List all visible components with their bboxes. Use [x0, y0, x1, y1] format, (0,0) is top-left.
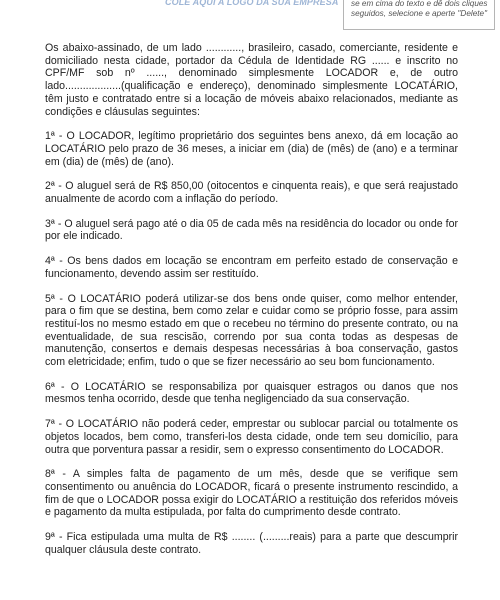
contract-body — [45, 42, 458, 569]
clause-3: 3ª - O aluguel será pago até o dia 05 de cada mês na residência do locador ou onde for por ele indicado. — [45, 217, 458, 243]
clause-7: 7ª - O LOCATÁRIO não poderá ceder, emprestar ou sublocar parcial ou totalmente os objetos locados, bem como, transferi-los desta cidade, onde tem seu domicílio, para outra que porventura passar a residir, sem o expresso consentimento do LOCADOR. — [45, 418, 458, 456]
clause-4: 4ª - Os bens dados em locação se encontram em perfeito estado de conservação e funcionamento, devendo assim ser restituído. — [45, 255, 458, 280]
clause-8: 8ª - A simples falta de pagamento de um mês, desde que se verifique sem consentimento ou anuência do LOCADOR, ficará o presente instrumento rescindido, a fim de que o LOCADOR possa exigir do LOCATÁRIO a restituição dos referidos móveis e pagamento da multa estipulada, por falta do cumprimento desde contrato. — [45, 468, 458, 519]
clause-9: 9ª - Fica estipulada uma multa de R$ ........ (.........reais) para a parte que descumprir qualquer cláusula deste contrato. — [45, 531, 458, 556]
clause-6: 6ª - O LOCATÁRIO se responsabiliza por quaisquer estragos ou danos que nos mesmos tenha ocorrido, desde que tenha negligenciado da sua conservação. — [45, 380, 458, 406]
logo-placeholder-text[interactable]: COLE AQUI A LOGO DA SUA EMPRESA — [165, 0, 339, 7]
contract-intro-paragraph: Os abaixo-assinado, de um lado ............, brasileiro, casado, comerciante, residente e domiciliado nesta cidade, portador da Cédula de Identidade RG ...... e inscrito no CPF/MF sob nº ......, denominado simplesmente LOCADOR e, de outro lado...................(qualificação e endereço), denominado simplesmente LOCATÁRIO, têm justo e contratado entre si a locação de móveis abaixo relacionados, mediante as condições e cláusulas seguintes: — [45, 42, 458, 118]
clause-1: 1ª - O LOCADOR, legítimo proprietário dos seguintes bens anexo, dá em locação ao LOCATÁRIO pelo prazo de 36 meses, a iniciar em (dia) de (mês) de (ano) e a terminar em (dia) de (mês) de (ano). — [45, 130, 458, 168]
clause-2: 2ª - O aluguel será de R$ 850,00 (oitocentos e cinquenta reais), e que será reajustado anualmente de acordo com a inflação do período. — [45, 180, 458, 206]
instruction-note-box[interactable]: se em cima do texto e dê dois cliques seguidos, selecione e aperte "Delete" — [343, 0, 495, 30]
clause-5: 5ª - O LOCATÁRIO poderá utilizar-se dos bens onde quiser, como melhor entender, para o fim que se destina, bem como zelar e cuidar como se próprio fosse, para assim restituí-los no mesmo estado em que o recebeu no término do presente contrato, ou na eventualidade, de sua rescisão, correndo por sua conta todas as despesas de manutenção, consertos e demais despesas necessárias à boa conservação, gastos com eletricidade; enfim, tudo o que se fizer necessário ao seu bom funcionamento. — [45, 292, 458, 369]
